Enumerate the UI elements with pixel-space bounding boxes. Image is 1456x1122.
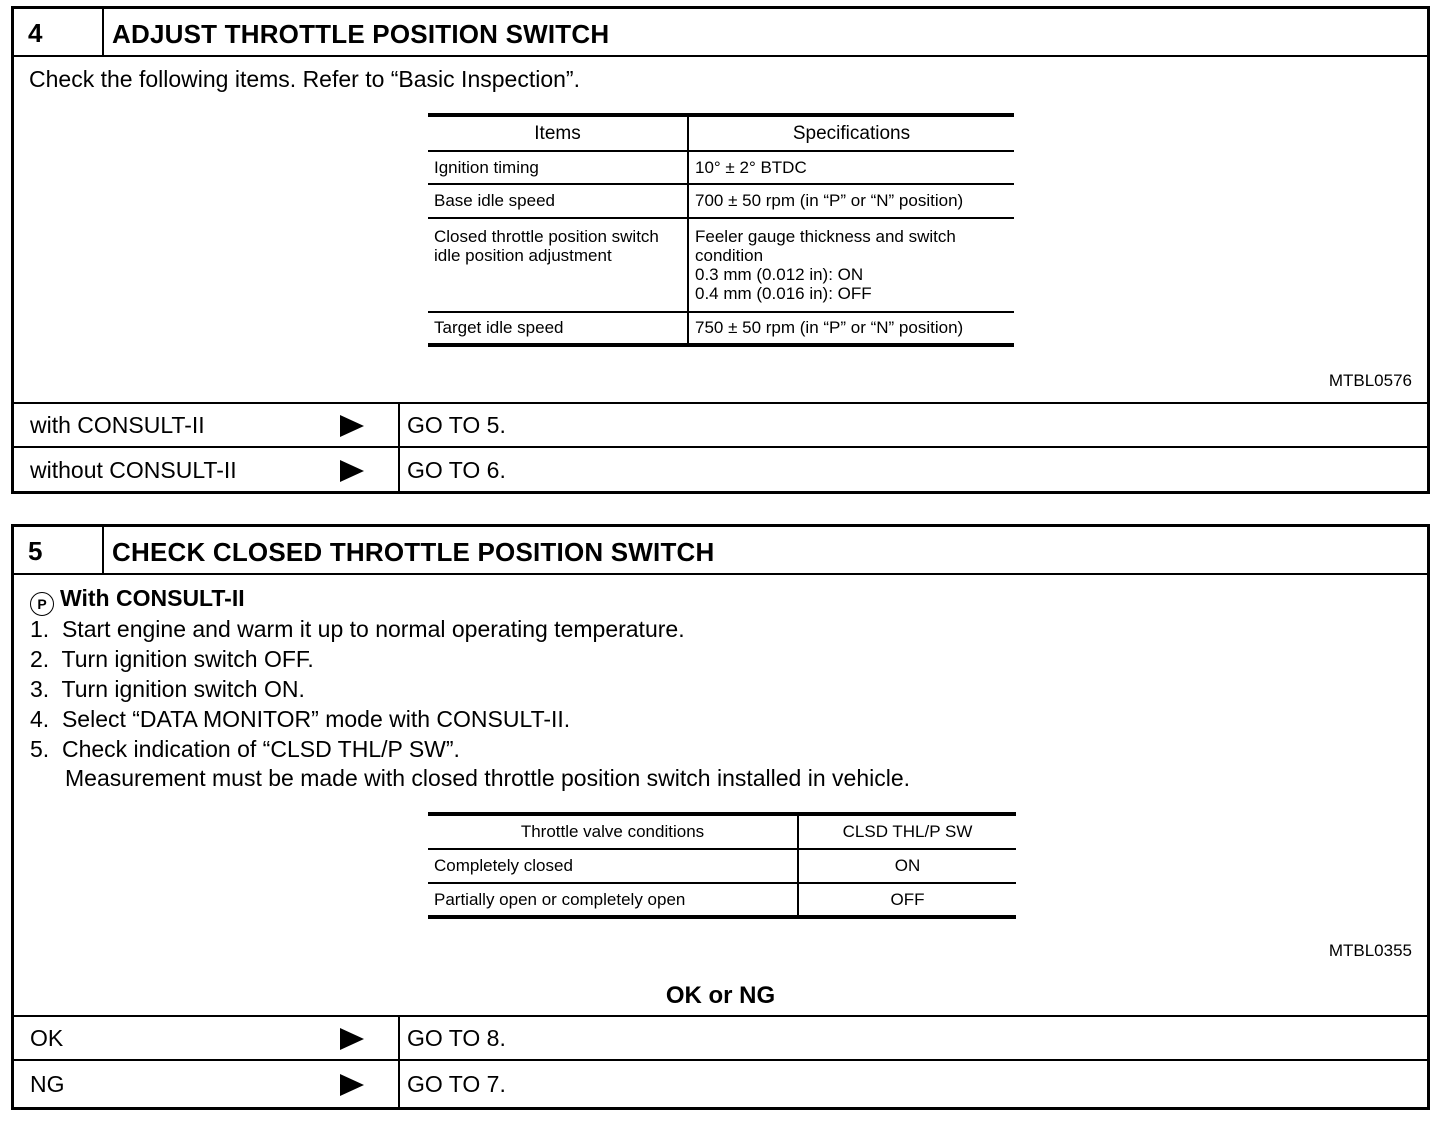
outcome-label: with CONSULT-II — [30, 412, 205, 438]
procedure-step: 5. Check indication of “CLSD THL/P SW”. — [30, 736, 460, 762]
outcome-label: OK — [30, 1025, 64, 1051]
arrow-right-icon — [340, 460, 364, 482]
spec-header-items: Items — [534, 122, 581, 144]
spec-item: Ignition timing — [428, 151, 688, 184]
spec-item: Base idle speed — [428, 184, 688, 218]
spec-item-line: idle position adjustment — [434, 246, 612, 265]
spec-value: 750 ± 50 rpm (in “P” or “N” position) — [688, 312, 1014, 345]
spec-value-line: 0.4 mm (0.016 in): OFF — [695, 284, 872, 303]
table-row — [428, 218, 1014, 312]
decision-heading: OK or NG — [665, 982, 776, 1009]
step-5-box — [11, 524, 1430, 1110]
outcome-row — [14, 1015, 1427, 1059]
step-4-intro: Check the following items. Refer to “Basic Inspection”. — [29, 66, 580, 92]
step-4-title: ADJUST THROTTLE POSITION SWITCH — [112, 19, 610, 49]
goto-link[interactable]: GO TO 8. — [398, 1017, 506, 1059]
switch-value: ON — [798, 849, 1016, 883]
step-5-title: CHECK CLOSED THROTTLE POSITION SWITCH — [112, 537, 715, 567]
spec-header-specs: Specifications — [688, 115, 1014, 151]
table-code: MTBL0576 — [1328, 371, 1412, 390]
spec-table — [428, 113, 1014, 347]
outcome-label: NG — [30, 1071, 65, 1097]
spec-item: Target idle speed — [428, 312, 688, 345]
procedure-step: 2. Turn ignition switch OFF. — [30, 646, 314, 672]
procedure-step: 1. Start engine and warm it up to normal operating temperature. — [30, 616, 685, 642]
switch-header-condition: Throttle valve conditions — [520, 822, 705, 841]
outcome-row — [14, 402, 1427, 446]
switch-header-value: CLSD THL/P SW — [798, 814, 1016, 849]
spec-value-line: Feeler gauge thickness and switch — [695, 227, 956, 246]
procedure-step: 3. Turn ignition switch ON. — [30, 676, 305, 702]
spec-value — [688, 218, 1014, 312]
spec-item-line: Closed throttle position switch — [434, 227, 659, 246]
arrow-right-icon — [340, 415, 364, 437]
spec-value: 10° ± 2° BTDC — [688, 151, 1014, 184]
switch-table-header — [428, 814, 1016, 849]
step-5-number: 5 — [14, 527, 104, 573]
consult-tool-icon: P — [30, 592, 54, 616]
table-row — [428, 184, 1014, 218]
switch-table — [428, 812, 1016, 919]
step-4-number: 4 — [14, 9, 104, 55]
consult-subheading-text: With CONSULT-II — [60, 585, 245, 611]
step-4-header — [14, 9, 1427, 57]
spec-table-header — [428, 115, 1014, 151]
consult-subheading — [30, 585, 245, 616]
spec-item — [428, 218, 688, 312]
spec-value: 700 ± 50 rpm (in “P” or “N” position) — [688, 184, 1014, 218]
goto-link[interactable]: GO TO 6. — [398, 448, 506, 494]
arrow-right-icon — [340, 1028, 364, 1050]
table-code: MTBL0355 — [1328, 941, 1412, 960]
outcome-row — [14, 446, 1427, 494]
procedure-note: Measurement must be made with closed throttle position switch installed in vehicle. — [65, 765, 911, 791]
step-4-box — [11, 6, 1430, 494]
goto-link[interactable]: GO TO 7. — [398, 1061, 506, 1109]
arrow-right-icon — [340, 1074, 364, 1096]
switch-condition: Completely closed — [428, 849, 798, 883]
table-row — [428, 883, 1016, 917]
outcome-row — [14, 1059, 1427, 1109]
switch-condition: Partially open or completely open — [428, 883, 798, 917]
outcome-label: without CONSULT-II — [30, 457, 237, 483]
procedure-step: 4. Select “DATA MONITOR” mode with CONSULT-II. — [30, 706, 571, 732]
step-5-header — [14, 527, 1427, 575]
table-row — [428, 849, 1016, 883]
spec-value-line: condition — [695, 246, 764, 265]
table-row — [428, 312, 1014, 345]
table-row — [428, 151, 1014, 184]
goto-link[interactable]: GO TO 5. — [398, 404, 506, 446]
switch-value: OFF — [798, 883, 1016, 917]
spec-value-line: 0.3 mm (0.012 in): ON — [695, 265, 864, 284]
